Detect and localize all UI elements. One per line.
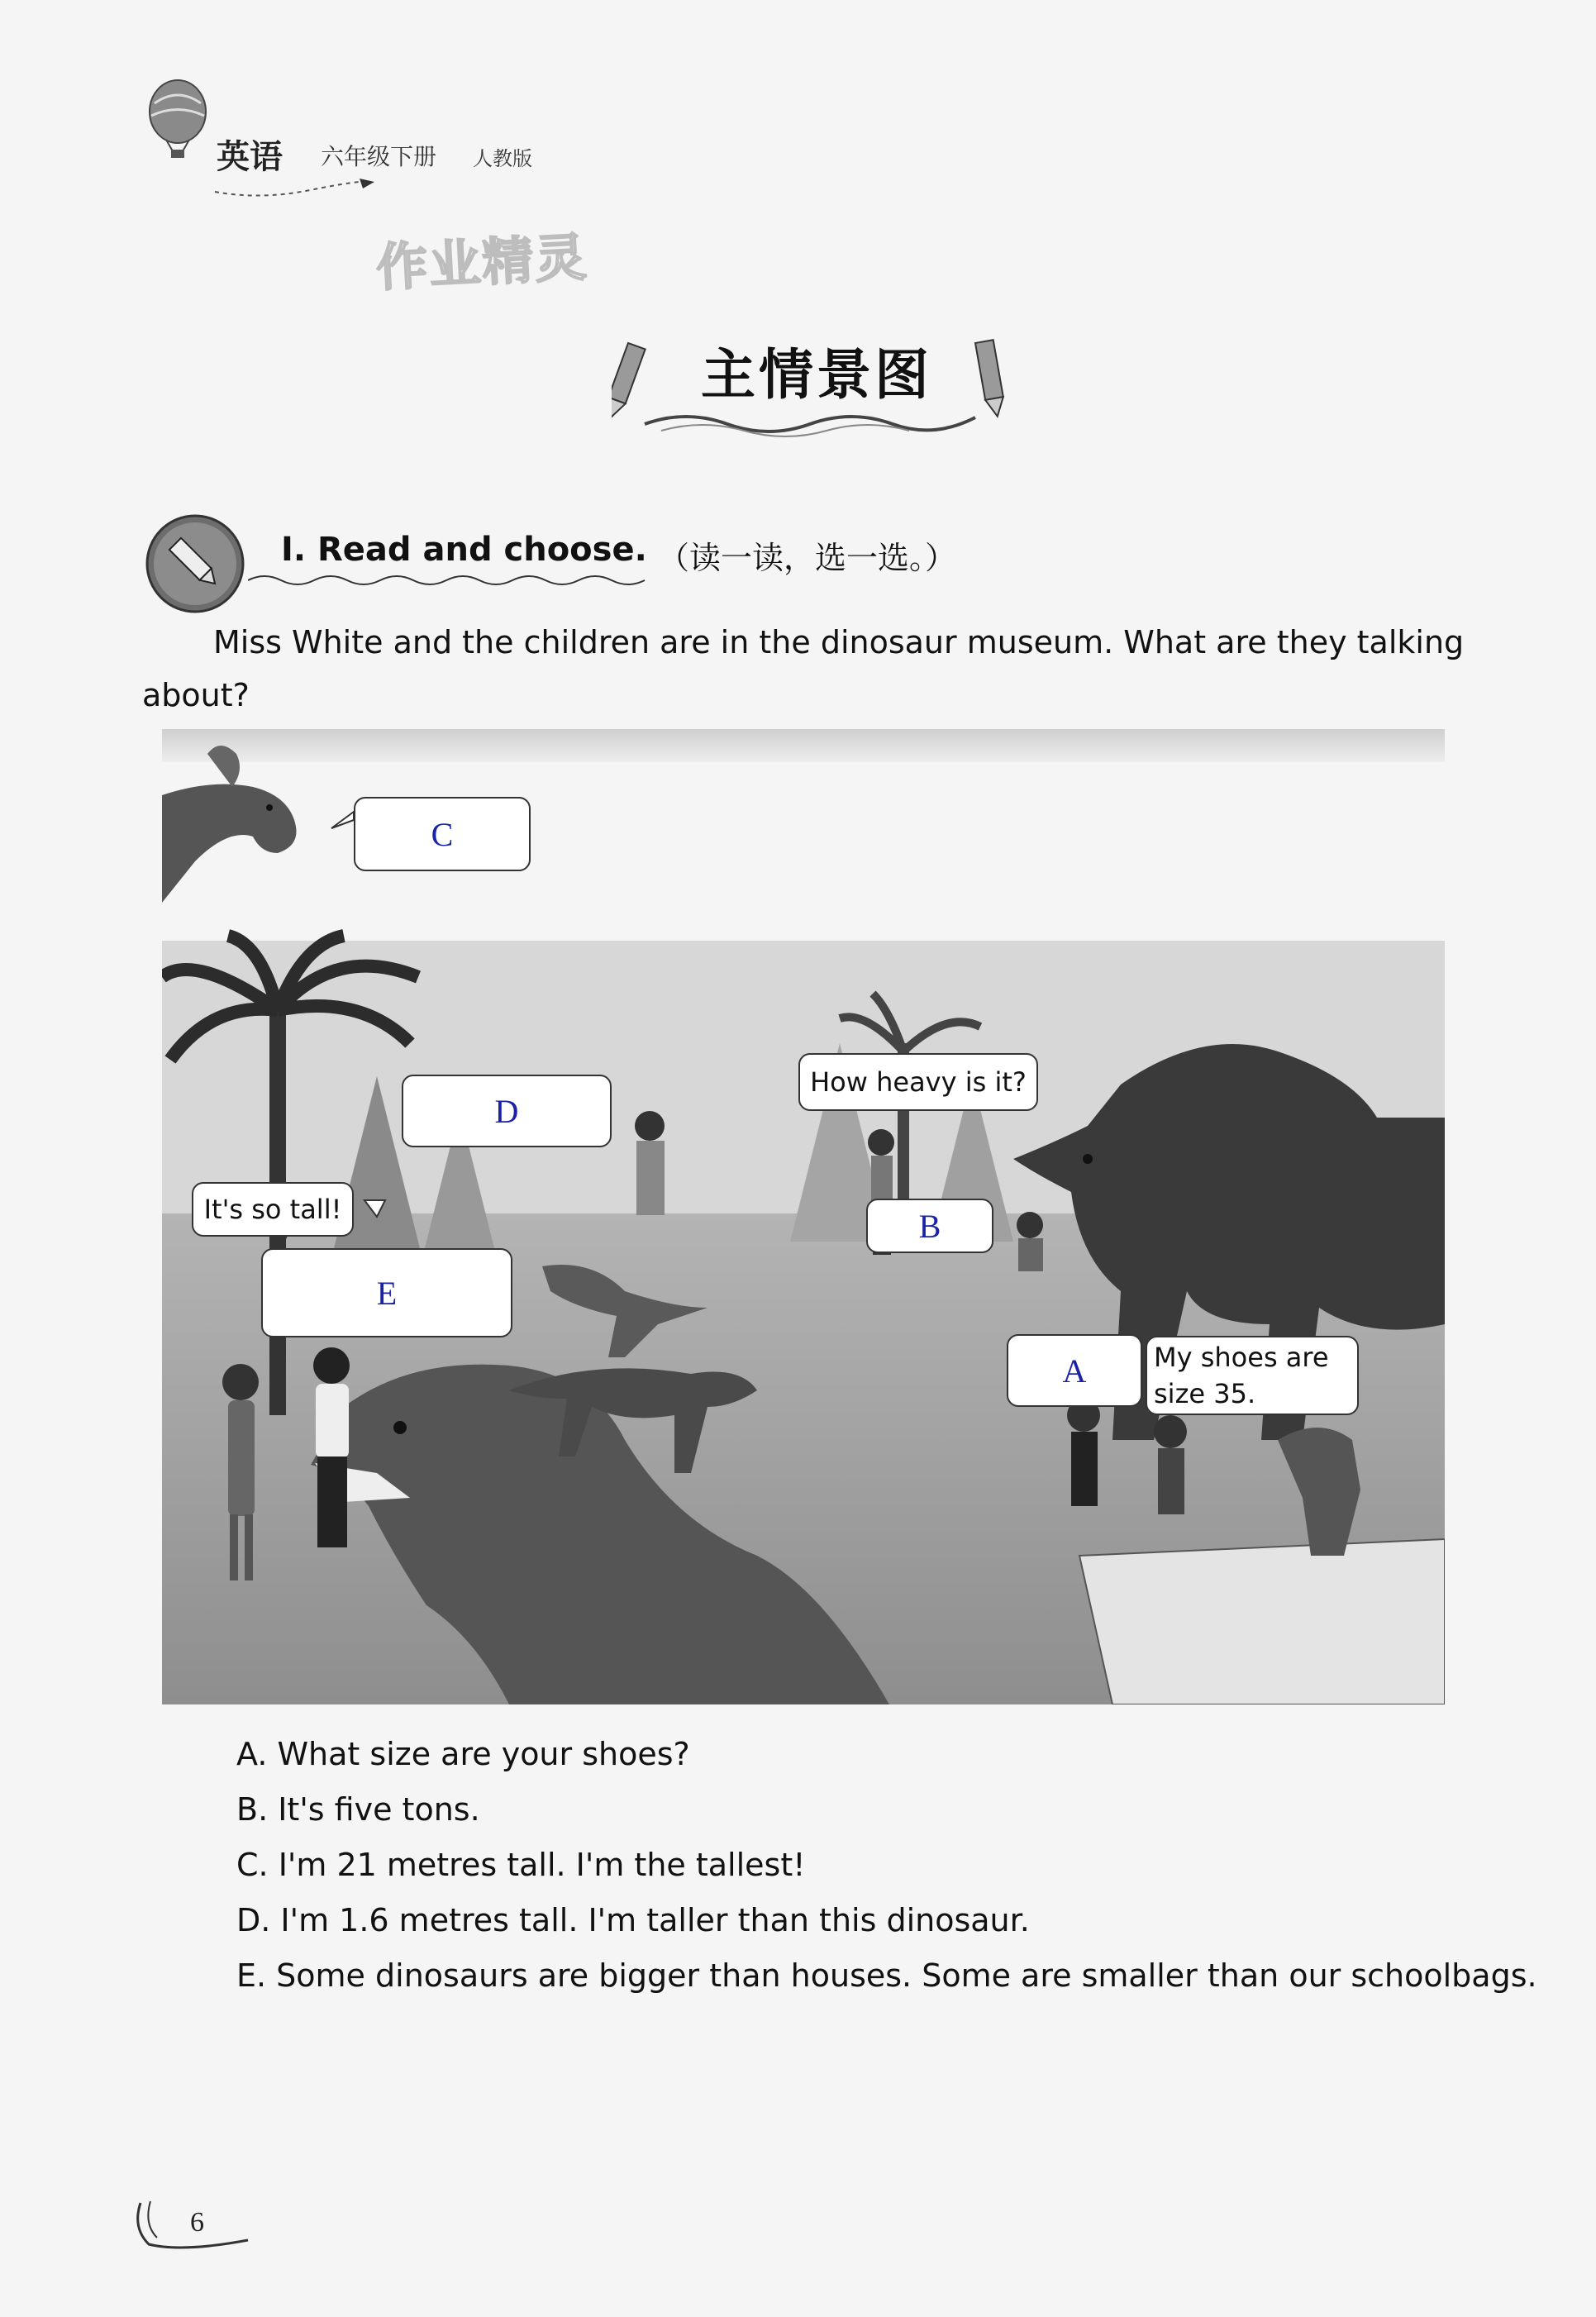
bubble-shoes-line1: My shoes are — [1154, 1342, 1329, 1373]
museum-scene-image — [162, 729, 1445, 1704]
bubble-a-label: A — [1062, 1352, 1087, 1390]
edition-label: 人教版 — [473, 147, 532, 170]
bubble-so-tall-label: It's so tall! — [203, 1194, 342, 1225]
speech-bubble-d — [402, 1075, 612, 1147]
bubble-d-label: D — [494, 1092, 519, 1130]
option-c: C. I'm 21 metres tall. I'm the tallest! — [236, 1847, 806, 1883]
hot-air-balloon-icon — [136, 79, 219, 161]
bubble-shoes-line2: size 35. — [1154, 1378, 1256, 1409]
header-watermark: 作业精灵 — [374, 226, 590, 298]
museum-scene-illustration — [162, 729, 1445, 1704]
option-a: A. What size are your shoes? — [236, 1736, 690, 1772]
pencil-circle-icon — [142, 511, 248, 617]
speech-bubble-c — [354, 797, 531, 871]
speech-bubble-so-tall — [192, 1182, 354, 1237]
speech-bubble-b — [866, 1199, 993, 1253]
paper-plane-trail-icon — [211, 175, 376, 200]
section-title: Ⅰ. Read and choose. — [281, 531, 647, 569]
page-number: 6 — [190, 2207, 204, 2238]
bubble-how-heavy-label: How heavy is it? — [810, 1066, 1027, 1098]
section-subtitle: （读一读，选一选。） — [658, 540, 957, 576]
speech-bubble-e — [261, 1248, 512, 1337]
speech-bubble-a — [1007, 1334, 1142, 1407]
bubble-c-label: C — [431, 815, 454, 853]
bubble-e-label: E — [376, 1274, 398, 1312]
intro-paragraph: Miss White and the children are in the dinosaur museum. What are they talking about? — [142, 624, 1465, 713]
subject-label: 英语 — [217, 137, 283, 176]
speech-bubble-how-heavy — [798, 1053, 1038, 1111]
page-title: 主情景图 — [701, 343, 932, 407]
bubble-b-label: B — [918, 1207, 941, 1245]
option-b: B. It's five tons. — [236, 1791, 480, 1828]
section-underline — [248, 570, 661, 590]
speech-bubble-shoes — [1146, 1336, 1359, 1415]
grade-label: 六年级下册 — [321, 143, 437, 170]
option-e: E. Some dinosaurs are bigger than houses. Some are smaller than our schoolbags. — [236, 1957, 1537, 1994]
option-d: D. I'm 1.6 metres tall. I'm taller than this dinosaur. — [236, 1902, 1030, 1938]
